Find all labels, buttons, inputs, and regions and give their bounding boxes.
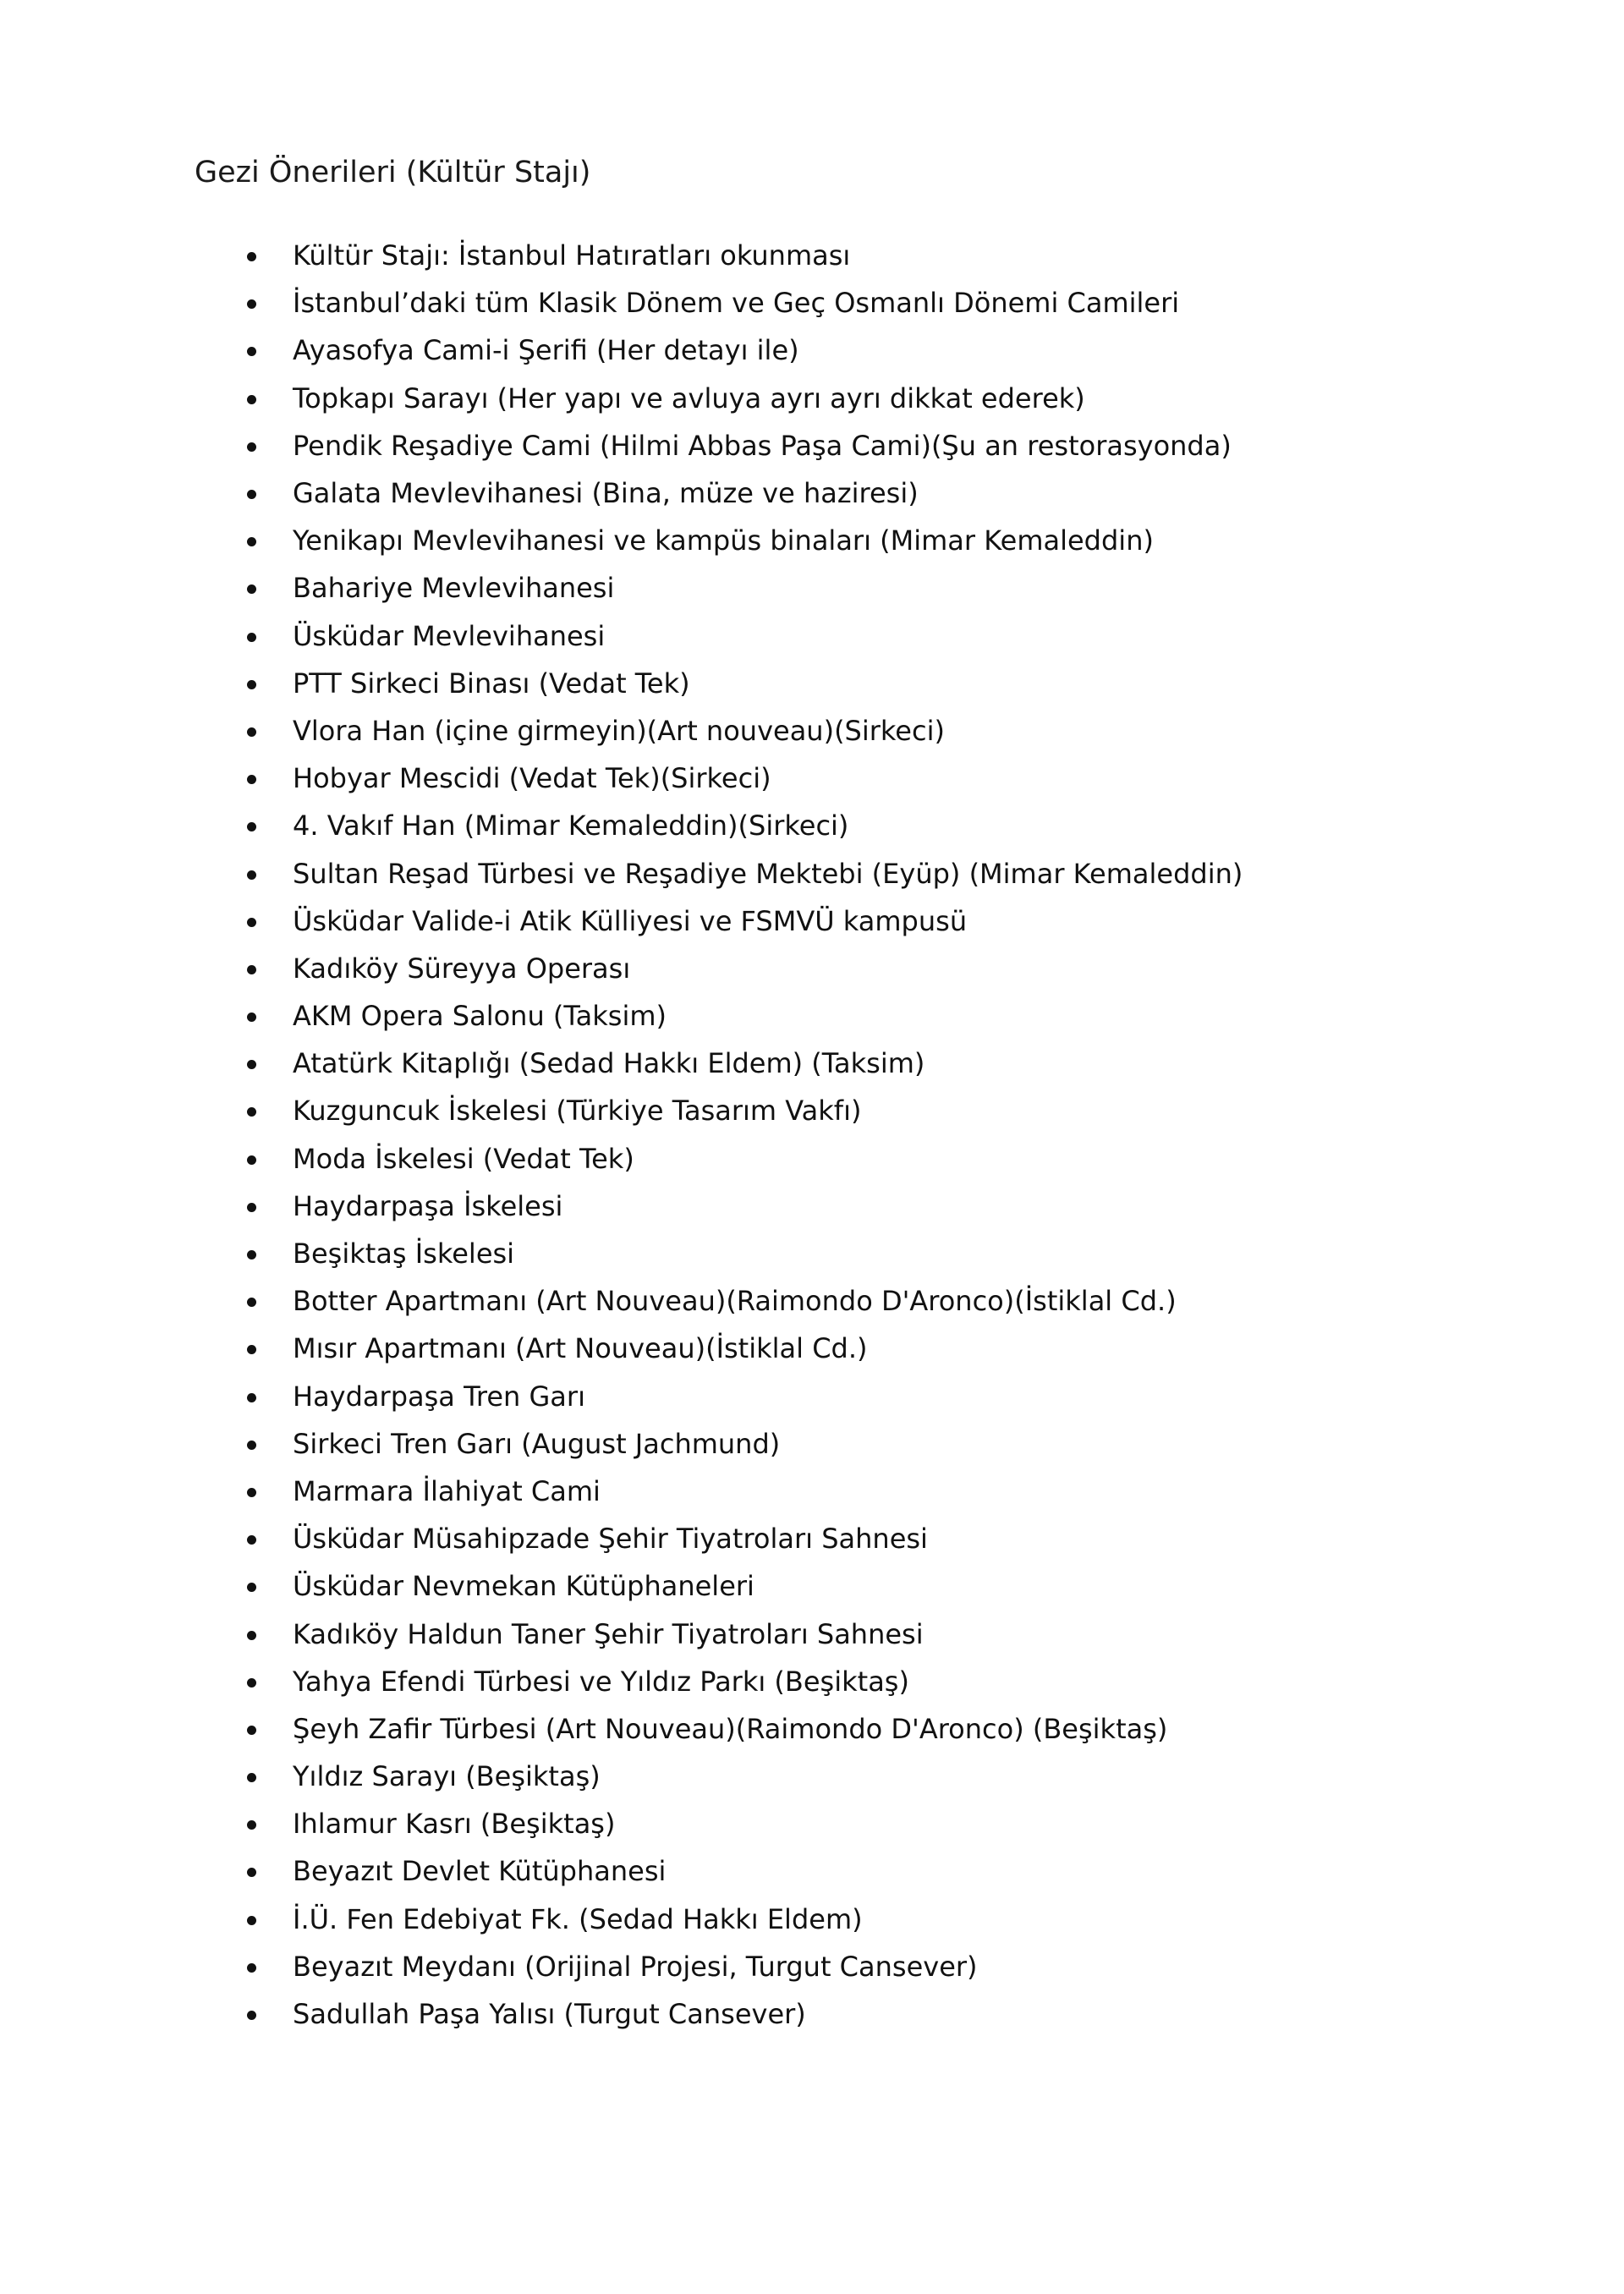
- list-item: [247, 945, 1243, 992]
- list-item-text: Üsküdar Müsahipzade Şehir Tiyatroları Sahnesi: [293, 1523, 928, 1556]
- list-item-text: Yahya Efendi Türbesi ve Yıldız Parkı (Beşiktaş): [293, 1665, 909, 1698]
- bullet-icon: [247, 775, 256, 784]
- list-item: [247, 707, 1243, 755]
- list-item-text: Yıldız Sarayı (Beşiktaş): [293, 1760, 601, 1793]
- list-item: [247, 1610, 1243, 1657]
- list-item-text: Haydarpaşa İskelesi: [293, 1189, 563, 1222]
- list-item-text: Moda İskelesi (Vedat Tek): [293, 1142, 634, 1175]
- bullet-icon: [247, 1726, 256, 1735]
- list-item: [247, 897, 1243, 945]
- bullet-icon: [247, 727, 256, 737]
- list-item: [247, 1373, 1243, 1420]
- bullet-icon: [247, 1250, 256, 1260]
- list-item-text: Kadıköy Süreyya Operası: [293, 952, 631, 985]
- list-item-text: Ihlamur Kasrı (Beşiktaş): [293, 1808, 616, 1841]
- list-item-text: Botter Apartmanı (Art Nouveau)(Raimondo D'Aronco)(İstiklal Cd.): [293, 1285, 1177, 1318]
- list-item: [247, 755, 1243, 802]
- bullet-icon: [247, 1916, 256, 1925]
- bullet-icon: [247, 252, 256, 261]
- list-item: [247, 469, 1243, 517]
- list-item: [247, 660, 1243, 707]
- list-item-text: Ayasofya Cami-i Şerifi (Her detayı ile): [293, 334, 799, 367]
- list-item-text: Sirkeci Tren Garı (August Jachmund): [293, 1427, 781, 1460]
- bullet-icon: [247, 2011, 256, 2020]
- list-item: [247, 1087, 1243, 1134]
- list-item: [247, 564, 1243, 612]
- list-item-text: Mısır Apartmanı (Art Nouveau)(İstiklal Cd.): [293, 1332, 868, 1365]
- list-item-text: Beşiktaş İskelesi: [293, 1238, 515, 1270]
- bullet-icon: [247, 1155, 256, 1165]
- list-item-text: Beyazıt Devlet Kütüphanesi: [293, 1855, 667, 1888]
- bullet-icon: [247, 1868, 256, 1877]
- bullet-icon: [247, 1298, 256, 1307]
- list-item-text: Galata Mevlevihanesi (Bina, müze ve haziresi): [293, 477, 919, 510]
- list-item-text: Beyazıt Meydanı (Orijinal Projesi, Turgut Cansever): [293, 1950, 978, 1983]
- list-item-text: Atatürk Kitaplığı (Sedad Hakkı Eldem) (Taksim): [293, 1047, 925, 1080]
- bullet-icon: [247, 1107, 256, 1117]
- list-item: [247, 1943, 1243, 1990]
- list-item: [247, 1420, 1243, 1468]
- list-item-text: Vlora Han (içine girmeyin)(Art nouveau)(Sirkeci): [293, 714, 945, 747]
- bullet-icon: [247, 1535, 256, 1545]
- list-item-text: Şeyh Zafir Türbesi (Art Nouveau)(Raimondo D'Aronco) (Beşiktaş): [293, 1712, 1168, 1745]
- list-item: [247, 232, 1243, 279]
- list-item-text: İ.Ü. Fen Edebiyat Fk. (Sedad Hakkı Eldem): [293, 1902, 863, 1935]
- bullet-icon: [247, 442, 256, 452]
- bullet-icon: [247, 1678, 256, 1688]
- list-item-text: Sultan Reşad Türbesi ve Reşadiye Mektebi (Eyüp) (Mimar Kemaleddin): [293, 857, 1243, 890]
- bulleted-list: [247, 232, 1243, 2038]
- bullet-icon: [247, 1820, 256, 1830]
- list-item-text: Hobyar Mescidi (Vedat Tek)(Sirkeci): [293, 762, 771, 795]
- list-item-text: Kuzguncuk İskelesi (Türkiye Tasarım Vakfı): [293, 1095, 862, 1128]
- bullet-icon: [247, 1203, 256, 1212]
- page-title: Gezi Önerileri (Kültür Stajı): [195, 156, 591, 189]
- list-item: [247, 1468, 1243, 1515]
- list-item: [247, 1990, 1243, 2038]
- list-item: [247, 802, 1243, 849]
- bullet-icon: [247, 537, 256, 546]
- bullet-icon: [247, 918, 256, 927]
- list-item: [247, 1325, 1243, 1372]
- list-item-text: PTT Sirkeci Binası (Vedat Tek): [293, 667, 690, 700]
- list-item-text: Yenikapı Mevlevihanesi ve kampüs binaları (Mimar Kemaleddin): [293, 524, 1154, 557]
- list-item: [247, 422, 1243, 469]
- list-item-text: AKM Opera Salonu (Taksim): [293, 1000, 667, 1033]
- list-item-text: 4. Vakıf Han (Mimar Kemaleddin)(Sirkeci): [293, 809, 849, 842]
- bullet-icon: [247, 1963, 256, 1973]
- bullet-icon: [247, 1583, 256, 1592]
- list-item: [247, 612, 1243, 660]
- list-item-text: Üsküdar Mevlevihanesi: [293, 619, 606, 652]
- list-item-text: Üsküdar Valide-i Atik Külliyesi ve FSMVÜ kampusü: [293, 904, 968, 937]
- bullet-icon: [247, 1773, 256, 1782]
- list-item: [247, 517, 1243, 564]
- list-item: [247, 1135, 1243, 1183]
- list-item-text: Pendik Reşadiye Cami (Hilmi Abbas Paşa Cami)(Şu an restorasyonda): [293, 429, 1232, 462]
- bullet-icon: [247, 822, 256, 831]
- list-item-text: Üsküdar Nevmekan Kütüphaneleri: [293, 1570, 754, 1603]
- list-item: [247, 992, 1243, 1040]
- list-item: [247, 1230, 1243, 1277]
- list-item-text: Kadıköy Haldun Taner Şehir Tiyatroları Sahnesi: [293, 1617, 924, 1650]
- list-item: [247, 1847, 1243, 1895]
- bullet-icon: [247, 680, 256, 689]
- bullet-icon: [247, 1393, 256, 1402]
- list-item-text: İstanbul’daki tüm Klasik Dönem ve Geç Osmanlı Dönemi Camileri: [293, 287, 1180, 320]
- bullet-icon: [247, 584, 256, 594]
- list-item-text: Bahariye Mevlevihanesi: [293, 572, 615, 605]
- list-item: [247, 279, 1243, 327]
- bullet-icon: [247, 299, 256, 309]
- list-item: [247, 1800, 1243, 1847]
- list-item: [247, 1705, 1243, 1753]
- bullet-icon: [247, 1441, 256, 1450]
- list-item: [247, 1562, 1243, 1610]
- bullet-icon: [247, 1488, 256, 1497]
- list-item: [247, 1658, 1243, 1705]
- list-item-text: Kültür Stajı: İstanbul Hatıratları okunması: [293, 239, 851, 272]
- bullet-icon: [247, 1631, 256, 1640]
- bullet-icon: [247, 633, 256, 642]
- bullet-icon: [247, 490, 256, 499]
- list-item: [247, 1515, 1243, 1562]
- list-item: [247, 1183, 1243, 1230]
- list-item-text: Sadullah Paşa Yalısı (Turgut Cansever): [293, 1998, 806, 2031]
- list-item-text: Topkapı Sarayı (Her yapı ve avluya ayrı ayrı dikkat ederek): [293, 381, 1085, 414]
- bullet-icon: [247, 1345, 256, 1354]
- list-item: [247, 1753, 1243, 1800]
- list-item-text: Marmara İlahiyat Cami: [293, 1474, 601, 1507]
- bullet-icon: [247, 870, 256, 880]
- bullet-icon: [247, 1013, 256, 1022]
- bullet-icon: [247, 965, 256, 974]
- list-item: [247, 849, 1243, 897]
- bullet-icon: [247, 395, 256, 404]
- bullet-icon: [247, 1060, 256, 1069]
- list-item-text: Haydarpaşa Tren Garı: [293, 1380, 585, 1413]
- list-item: [247, 375, 1243, 422]
- list-item: [247, 1040, 1243, 1087]
- list-item: [247, 327, 1243, 374]
- bullet-icon: [247, 347, 256, 356]
- list-item: [247, 1896, 1243, 1943]
- list-item: [247, 1277, 1243, 1325]
